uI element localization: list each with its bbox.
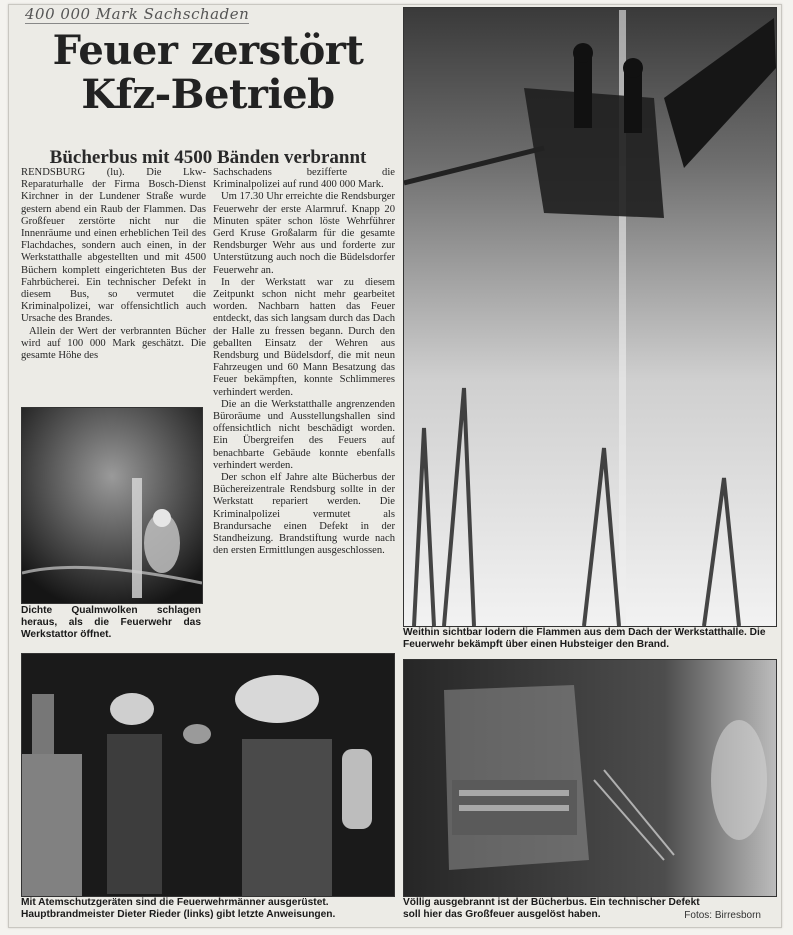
paragraph: Die an die Werkstatthalle angrenzenden Büroräume und Ausstellungshallen sind offensichtlich nicht beschädigt worden. Ein Übergreifen des Feuers auf benachbarte Gebäude konnte ebenfalls verhindert werden. — [213, 398, 395, 471]
headline: Feuer zerstört Kfz-Betrieb — [52, 27, 364, 118]
caption-bus: Völlig ausgebrannt ist der Bücherbus. Ein technischer Defekt soll hier das Großfeuer ausgelöst haben. — [403, 897, 700, 920]
newspaper-clipping — [8, 4, 782, 928]
paragraph: Allein der Wert der verbrannten Bücher wird auf 100 000 Mark geschätzt. Die gesamte Höhe des — [21, 325, 206, 362]
paragraph: Um 17.30 Uhr erreichte die Rendsburger Feuerwehr der erste Alarmruf. Knapp 20 Minuten später schon löste Wehrführer Gerd Kruse Großalarm für die gesamte Rendsburger Wehr aus und forderte zur Unterstützung auch noch die Büdelsdorfer Feuerwehr an. — [213, 191, 395, 276]
photo-smoke — [21, 407, 203, 604]
subheadline: Bücherbus mit 4500 Bänden verbrannt — [49, 147, 367, 168]
paragraph: Der schon elf Jahre alte Bücherbus der Büchereizentrale Rendsburg sollte in der Werkstatt repariert werden. Die Kriminalpolizei vermutet als Brandursache einen Defekt in der Standheizung. Brandstiftung wurde nach den ersten Ermittlungen ausgeschlossen. — [213, 472, 395, 557]
paragraph: RENDSBURG (lu). Die Lkw-Reparaturhalle der Firma Bosch-Dienst Kirchner in der Lundener Straße wurde gestern abend ein Raub der Flammen. Das Großfeuer zerstörte nicht nur die Innenräume und einen erheblichen Teil des Flachdaches, sondern auch einen, in der Werkstatthalle abgestellten und mit 4500 Büchern komplett eingerichteten Bus der Fahrbücherei. Ein technischer Defekt in diesem Bus, so vermutet die Kriminalpolizei, war offensichtlich auch Ursache des Brandes. — [21, 167, 206, 325]
article-column-2 — [213, 167, 395, 647]
kicker: 400 000 Mark Sachschaden — [25, 5, 250, 23]
caption-flames: Weithin sichtbar lodern die Flammen aus dem Dach der Werkstatthalle. Die Feuerwehr bekämpft über einen Hubsteiger den Brand. — [403, 627, 766, 650]
paragraph: Sachschadens bezifferte die Kriminalpolizei auf rund 400 000 Mark. — [213, 167, 395, 191]
caption-firefighters: Mit Atemschutzgeräten sind die Feuerwehrmänner ausgerüstet. Hauptbrandmeister Dieter Rieder (links) gibt letzte Anweisungen. — [21, 897, 336, 920]
photo-credit: Fotos: Birresborn — [684, 910, 761, 921]
article-column-1 — [21, 167, 206, 399]
photo-firefighters — [21, 653, 395, 897]
photo-flames — [403, 7, 777, 627]
caption-smoke: Dichte Qualmwolken schlagen heraus, als die Feuerwehr das Werkstattor öffnet. — [21, 605, 201, 640]
photo-bus — [403, 659, 777, 897]
paragraph: In der Werkstatt war zu diesem Zeitpunkt schon nicht mehr gearbeitet worden. Nachbarn hatten das Feuer entdeckt, das sich langsam durch das Dach der Halle zu fressen begann. Durch den geballten Einsatz der Wehren aus Rendsburg und Büdelsdorf, die mit neun Fahrzeugen und 60 Mann Besatzung das Feuer bekämpften, konnte Schlimmeres verhindert werden. — [213, 276, 395, 398]
